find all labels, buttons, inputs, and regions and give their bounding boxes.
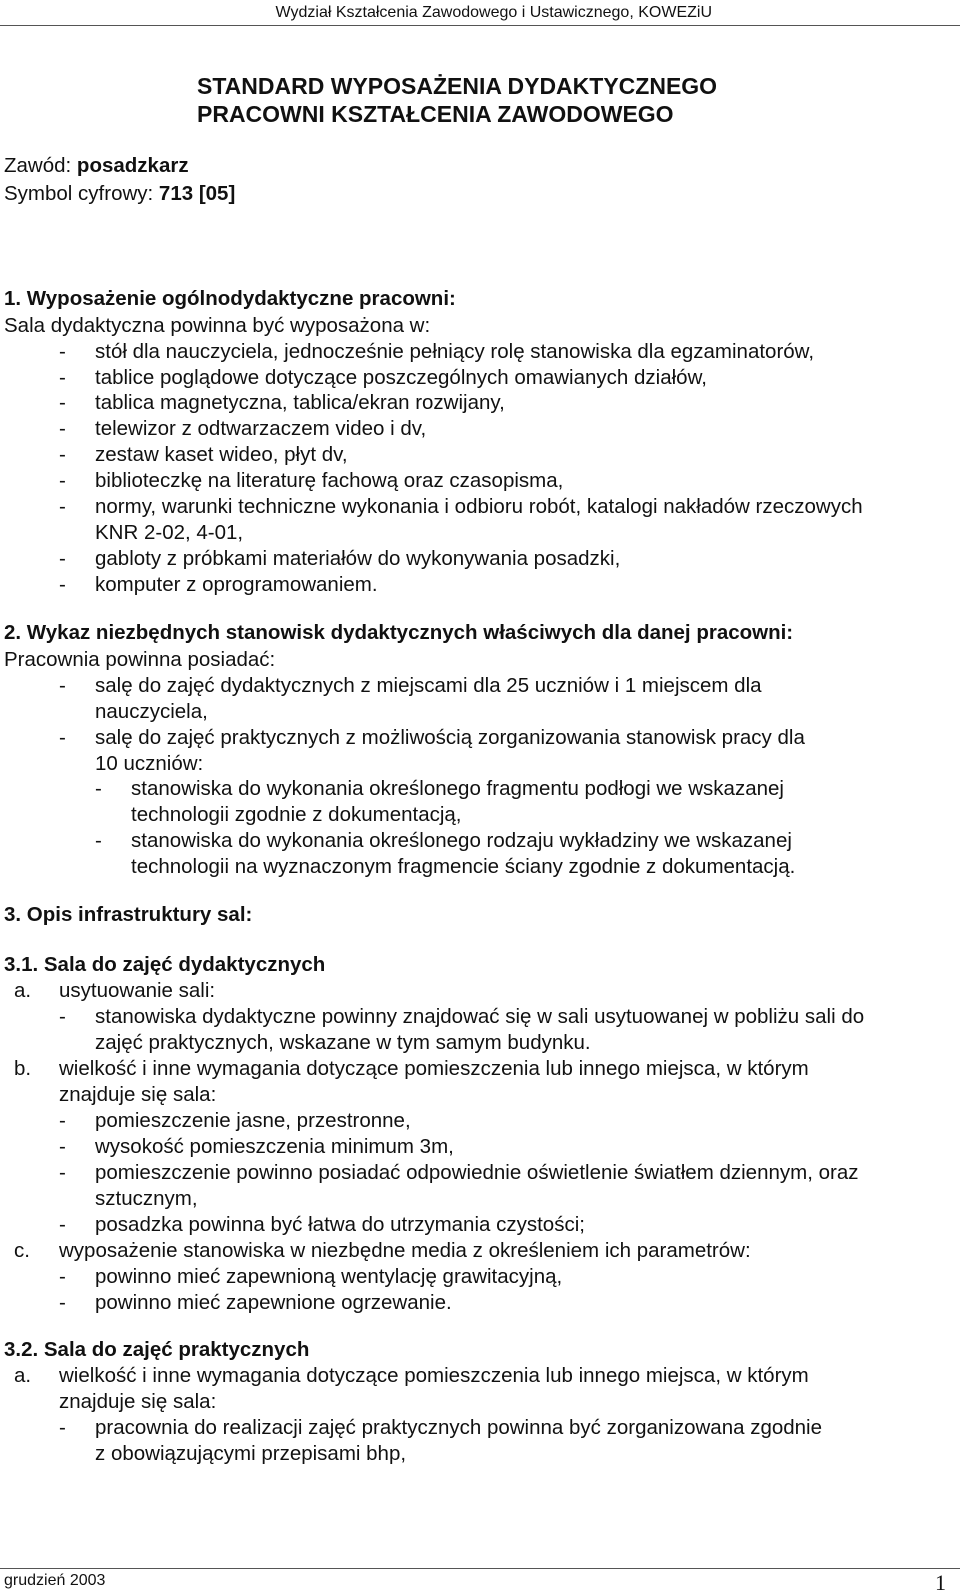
body-text-line: stanowiska do wykonania określonego rodzaju wykładziny we wskazanej — [131, 829, 792, 852]
body-text-line: a. — [14, 1364, 32, 1387]
body-text-line: salę do zajęć dydaktycznych z miejscami dla 25 uczniów i 1 miejscem dla — [95, 674, 762, 697]
body-text-line: pracownia do realizacji zajęć praktycznych powinna być zorganizowana zgodnie — [95, 1416, 823, 1439]
zawod-value: posadzkarz — [76, 154, 189, 177]
zawod-line — [4, 153, 189, 179]
body-text-line: Sala dydaktyczna powinna być wyposażona w: — [4, 314, 431, 337]
body-text-line: - — [59, 547, 66, 570]
section-heading: 1. Wyposażenie ogólnodydaktyczne pracowni: — [4, 287, 456, 310]
section-heading: 3.2. Sala do zajęć praktycznych — [4, 1338, 310, 1361]
body-text-line: - — [59, 573, 66, 596]
title-line-1: STANDARD WYPOSAŻENIA DYDAKTYCZNEGO — [197, 73, 718, 99]
body-text-line: wyposażenie stanowiska w niezbędne media z określeniem ich parametrów: — [59, 1239, 751, 1262]
body-text-line: usytuowanie sali: — [59, 979, 216, 1002]
body-text-line: - — [59, 391, 66, 414]
body-text-line: - — [59, 417, 66, 440]
body-text-line: 10 uczniów: — [95, 752, 204, 775]
symbol-line — [4, 181, 235, 207]
body-text-line: - — [59, 366, 66, 389]
body-text-line: komputer z oprogramowaniem. — [95, 573, 378, 596]
body-text-line: technologii na wyznaczonym fragmencie ściany zgodnie z dokumentacją. — [131, 855, 796, 878]
body-text-line: stół dla nauczyciela, jednocześnie pełniący rolę stanowiska dla egzaminatorów, — [95, 340, 815, 363]
section-heading: 3.1. Sala do zajęć dydaktycznych — [4, 953, 326, 976]
title-line-2: PRACOWNI KSZTAŁCENIA ZAWODOWEGO — [197, 101, 674, 127]
body-text-line: wielkość i inne wymagania dotyczące pomieszczenia lub innego miejsca, w którym — [59, 1364, 809, 1387]
body-text-line: Pracownia powinna posiadać: — [4, 648, 276, 671]
body-text-line: - — [59, 1416, 66, 1439]
body-text-line: pomieszczenie jasne, przestronne, — [95, 1109, 411, 1132]
body-text-line: biblioteczkę na literaturę fachową oraz czasopisma, — [95, 469, 564, 492]
body-text-line: sztucznym, — [95, 1187, 198, 1210]
body-text-line: stanowiska dydaktyczne powinny znajdować się w sali usytuowanej w pobliżu sali do — [95, 1005, 865, 1028]
body-text-line: tablica magnetyczna, tablica/ekran rozwijany, — [95, 391, 505, 414]
running-header: Wydział Kształcenia Zawodowego i Ustawicznego, KOWEZiU — [0, 0, 960, 26]
body-text-line: - — [59, 1135, 66, 1158]
body-text-line: - — [59, 495, 66, 518]
body-text-line: KNR 2-02, 4-01, — [95, 521, 244, 544]
body-text-line: - — [59, 726, 66, 749]
body-text-line: z obowiązującymi przepisami bhp, — [95, 1442, 407, 1465]
body-text-line: salę do zajęć praktycznych z możliwością zorganizowania stanowisk pracy dla — [95, 726, 805, 749]
body-text-line: - — [59, 469, 66, 492]
body-text-line: gabloty z próbkami materiałów do wykonywania posadzki, — [95, 547, 621, 570]
body-text-line: - — [59, 1161, 66, 1184]
body-text-line: tablice poglądowe dotyczące poszczególnych omawianych działów, — [95, 366, 707, 389]
body-text-line: b. — [14, 1057, 32, 1080]
section-heading: 2. Wykaz niezbędnych stanowisk dydaktycznych właściwych dla danej pracowni: — [4, 621, 794, 644]
body-text-line: - — [95, 829, 102, 852]
body-text-line: telewizor z odtwarzaczem video i dv, — [95, 417, 427, 440]
body-text-line: wysokość pomieszczenia minimum 3m, — [95, 1135, 454, 1158]
body-text-line: - — [59, 443, 66, 466]
body-text-line: - — [95, 777, 102, 800]
body-text-line: pomieszczenie powinno posiadać odpowiednie oświetlenie światłem dziennym, oraz — [95, 1161, 859, 1184]
body-text-line: normy, warunki techniczne wykonania i odbioru robót, katalogi nakładów rzeczowych — [95, 495, 863, 518]
body-text-line: c. — [14, 1239, 30, 1262]
body-text-line: stanowiska do wykonania określonego fragmentu podłogi we wskazanej — [131, 777, 784, 800]
body-text-line: zestaw kaset wideo, płyt dv, — [95, 443, 348, 466]
body-text-line: - — [59, 1265, 66, 1288]
zawod-label: Zawód: — [4, 154, 77, 177]
symbol-value: 713 [05] — [158, 182, 236, 205]
body-text-line: zajęć praktycznych, wskazane w tym samym budynku. — [95, 1031, 591, 1054]
body-text-line: - — [59, 1005, 66, 1028]
body-text-line: - — [59, 1213, 66, 1236]
section-heading: 3. Opis infrastruktury sal: — [4, 903, 253, 926]
body-text-line: powinno mieć zapewnione ogrzewanie. — [95, 1291, 452, 1314]
body-text-line: znajduje się sala: — [59, 1083, 217, 1106]
symbol-label: Symbol cyfrowy: — [4, 182, 159, 205]
body-text-line: - — [59, 340, 66, 363]
body-text-line: a. — [14, 979, 32, 1002]
body-text-line: - — [59, 1109, 66, 1132]
footer — [0, 1568, 960, 1596]
body-text-line: powinno mieć zapewnioną wentylację grawitacyjną, — [95, 1265, 563, 1288]
body-text-line: - — [59, 674, 66, 697]
footer-date: grudzień 2003 — [4, 1572, 106, 1589]
body-text-line: wielkość i inne wymagania dotyczące pomieszczenia lub innego miejsca, w którym — [59, 1057, 809, 1080]
body-text-line: technologii zgodnie z dokumentacją, — [131, 803, 462, 826]
body-text-line: - — [59, 1291, 66, 1314]
body-text-line: znajduje się sala: — [59, 1390, 217, 1413]
body-text-line: nauczyciela, — [95, 700, 208, 723]
page-number: 1 — [935, 1570, 946, 1595]
body-text-line: posadzka powinna być łatwa do utrzymania czystości; — [95, 1213, 585, 1236]
